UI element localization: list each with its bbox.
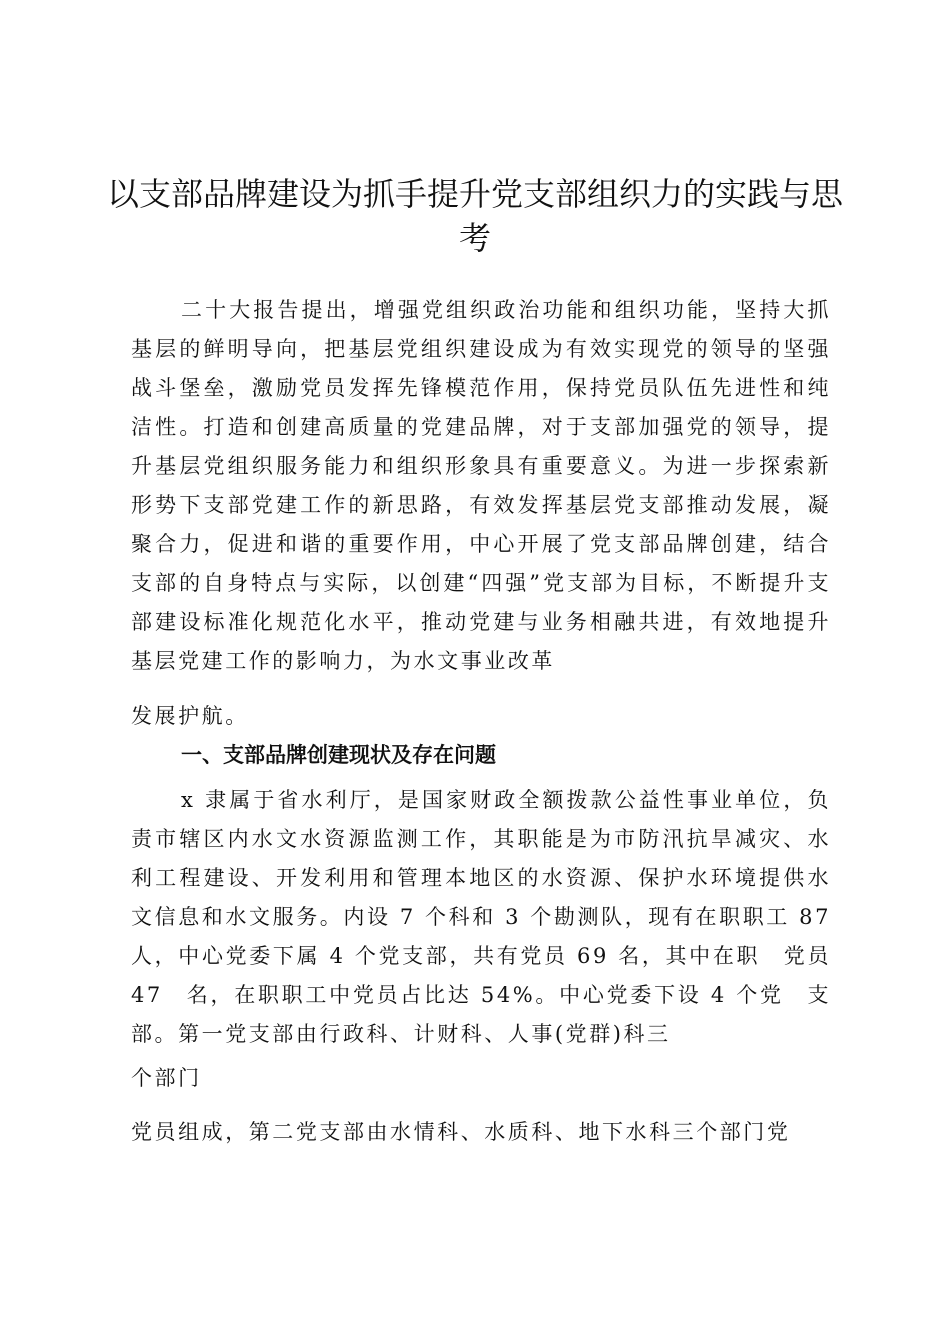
section-heading: 一、支部品牌创建现状及存在问题 — [181, 743, 496, 767]
section-paragraph: x 隶属于省水利厅，是国家财政全额拨款公益性事业单位，负责市辖区内水文水资源监测工作，其职能是为市防汛抗旱减灾、水利工程建设、开发利用和管理本地区的水资源、保护水环境提供水文信息和水文服务。内设 7 个科和 3 个勘测队，现有在职职工 87 人，中心党委下属 4 个党支部，共有党员 69 名，其中在职 党员 47 名，在职职工中党员占比达 54%。中心党委下设 4 个党 支部。第一党支部由行政科、计财科、人事(党群)科三 — [131, 788, 831, 1046]
intro-paragraph: 二十大报告提出，增强党组织政治功能和组织功能，坚持大抓基层的鲜明导向，把基层党组织建设成为有效实现党的领导的坚强战斗堡垒，激励党员发挥先锋模范作用，保持党员队伍先进性和纯洁性。打造和创建高质量的党建品牌，对于支部加强党的领导，提升基层党组织服务能力和组织形象具有重要意义。为进一步探索新形势下支部党建工作的新思路，有效发挥基层党支部推动发展，凝聚合力，促进和谐的重要作用，中心开展了党支部品牌创建，结合支部的自身特点与实际，以创建“四强”党支部为目标，不断提升支部建设标准化规范化水平，推动党建与业务相融共进，有效地提升基层党建工作的影响力，为水文事业改革 — [131, 298, 831, 673]
document-title: 以支部品牌建设为抓手提升党支部组织力的实践与思考 — [106, 175, 843, 257]
section-paragraph-tail: 个部门 — [131, 1066, 202, 1090]
intro-paragraph-tail: 发展护航。 — [131, 704, 249, 728]
section-paragraph-continued: 党员组成，第二党支部由水情科、水质科、地下水科三个部门党 — [131, 1120, 791, 1144]
